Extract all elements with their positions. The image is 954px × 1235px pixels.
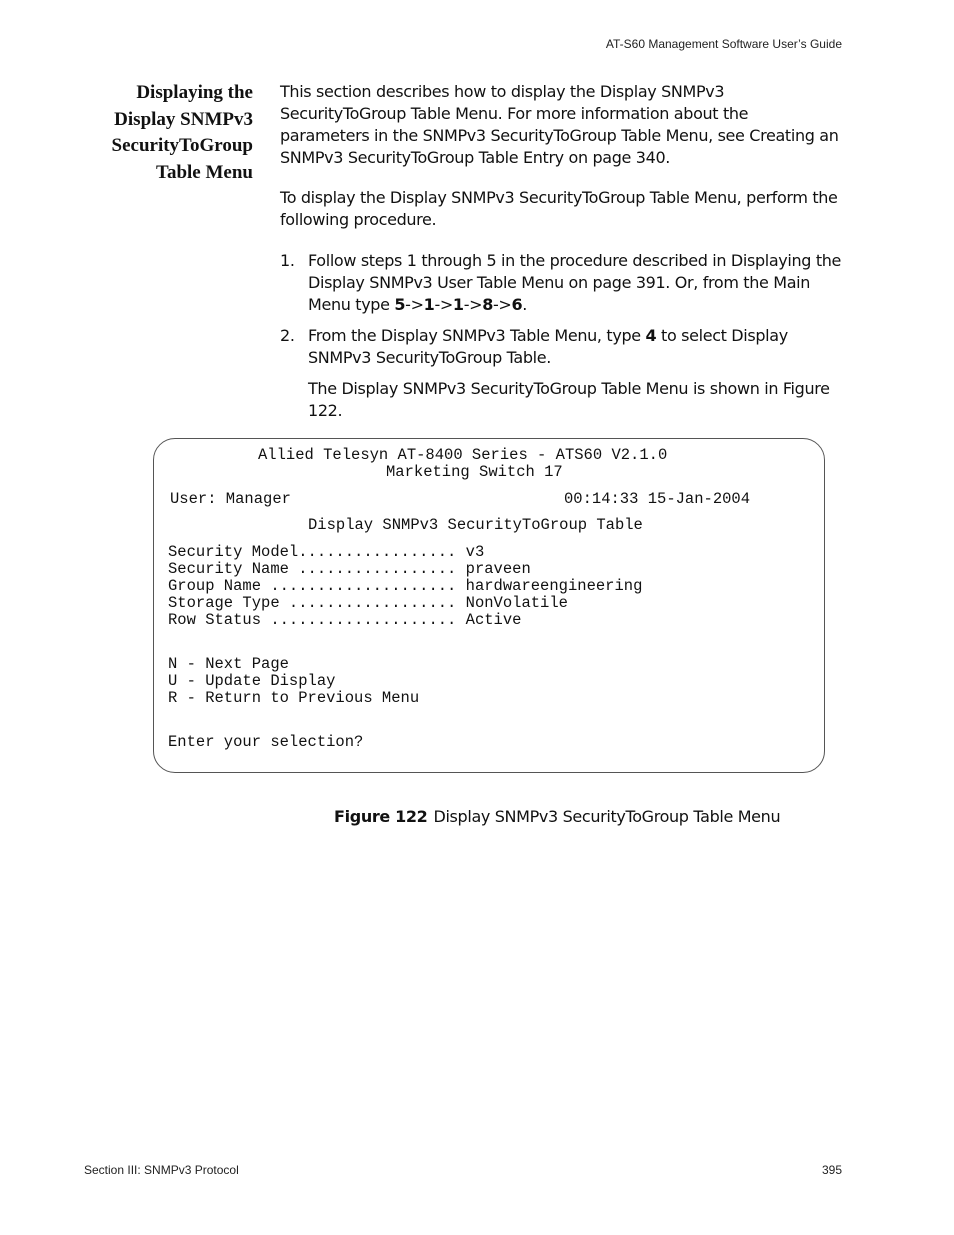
- terminal-field: Security Model................. v3: [168, 543, 485, 561]
- terminal-field: Group Name .................... hardwareengineering: [168, 577, 643, 595]
- terminal-switch-name: Marketing Switch 17: [386, 463, 563, 481]
- terminal-prompt: Enter your selection?: [168, 733, 364, 751]
- step-2-note: The Display SNMPv3 SecurityToGroup Table Menu is shown in Figure 122.: [308, 379, 830, 420]
- footer-page-number: 395: [821, 1163, 842, 1177]
- menu-key: 4: [645, 326, 657, 345]
- menu-key: 1: [423, 295, 435, 314]
- key-separator: ->: [493, 295, 512, 314]
- terminal-screen: [153, 438, 825, 773]
- terminal-field: Security Name ................. praveen: [168, 560, 531, 578]
- terminal-option: R - Return to Previous Menu: [168, 689, 420, 707]
- procedure-intro-paragraph: To display the Display SNMPv3 SecurityToGroup Table Menu, perform the following procedure.: [280, 188, 838, 229]
- step-end: .: [522, 295, 528, 314]
- step-number: 2.: [280, 326, 295, 345]
- footer-section: Section III: SNMPv3 Protocol: [84, 1163, 239, 1177]
- procedure-steps: [280, 250, 842, 422]
- menu-key: 1: [452, 295, 464, 314]
- step-text: From the Display SNMPv3 Table Menu, type: [308, 326, 646, 345]
- section-title-line: Display SNMPv3: [114, 108, 253, 130]
- running-header: AT-S60 Management Software User’s Guide: [605, 37, 842, 51]
- figure-label: Figure 122: [334, 807, 428, 826]
- menu-key: 8: [482, 295, 493, 314]
- key-separator: ->: [463, 295, 483, 314]
- step-2: [280, 325, 842, 369]
- intro-paragraph: This section describes how to display the Display SNMPv3 SecurityToGroup Table Menu. For more information about the parameters in the SNMPv3 SecurityToGroup Table Menu, see Creating an SNMPv3 SecurityToGroup Table Entry on page 340.: [280, 82, 839, 167]
- step-number: 1.: [280, 251, 295, 270]
- step-text: to select Display SNMPv3 SecurityToGroup Table.: [308, 326, 788, 367]
- key-separator: ->: [405, 295, 424, 314]
- section-title-line: Displaying the: [136, 82, 253, 103]
- terminal-field: Storage Type .................. NonVolatile: [168, 594, 568, 612]
- section-title-line: Table Menu: [156, 161, 253, 183]
- terminal-datetime: 00:14:33 15-Jan-2004: [564, 490, 751, 508]
- menu-key: 5: [394, 295, 406, 314]
- step-text: Follow steps 1 through 5 in the procedure described in Displaying the Display SNMPv3 User Table Menu on page 391. Or, from the Main Menu type: [308, 251, 842, 314]
- terminal-banner: Allied Telesyn AT-8400 Series - ATS60 V2.1.0: [258, 446, 668, 464]
- section-title-line: SecurityToGroup: [111, 135, 253, 156]
- terminal-option: N - Next Page: [168, 655, 289, 673]
- figure-caption: [334, 807, 780, 826]
- terminal-option: U - Update Display: [168, 672, 336, 690]
- figure-caption-text: Display SNMPv3 SecurityToGroup Table Menu: [433, 807, 781, 826]
- terminal-screen-title: Display SNMPv3 SecurityToGroup Table: [308, 516, 643, 534]
- terminal-field: Row Status .................... Active: [168, 611, 522, 629]
- section-title: [60, 80, 253, 186]
- terminal-user: User: Manager: [170, 490, 291, 508]
- key-separator: ->: [434, 295, 453, 314]
- menu-key: 6: [511, 295, 523, 314]
- step-1: [280, 250, 842, 316]
